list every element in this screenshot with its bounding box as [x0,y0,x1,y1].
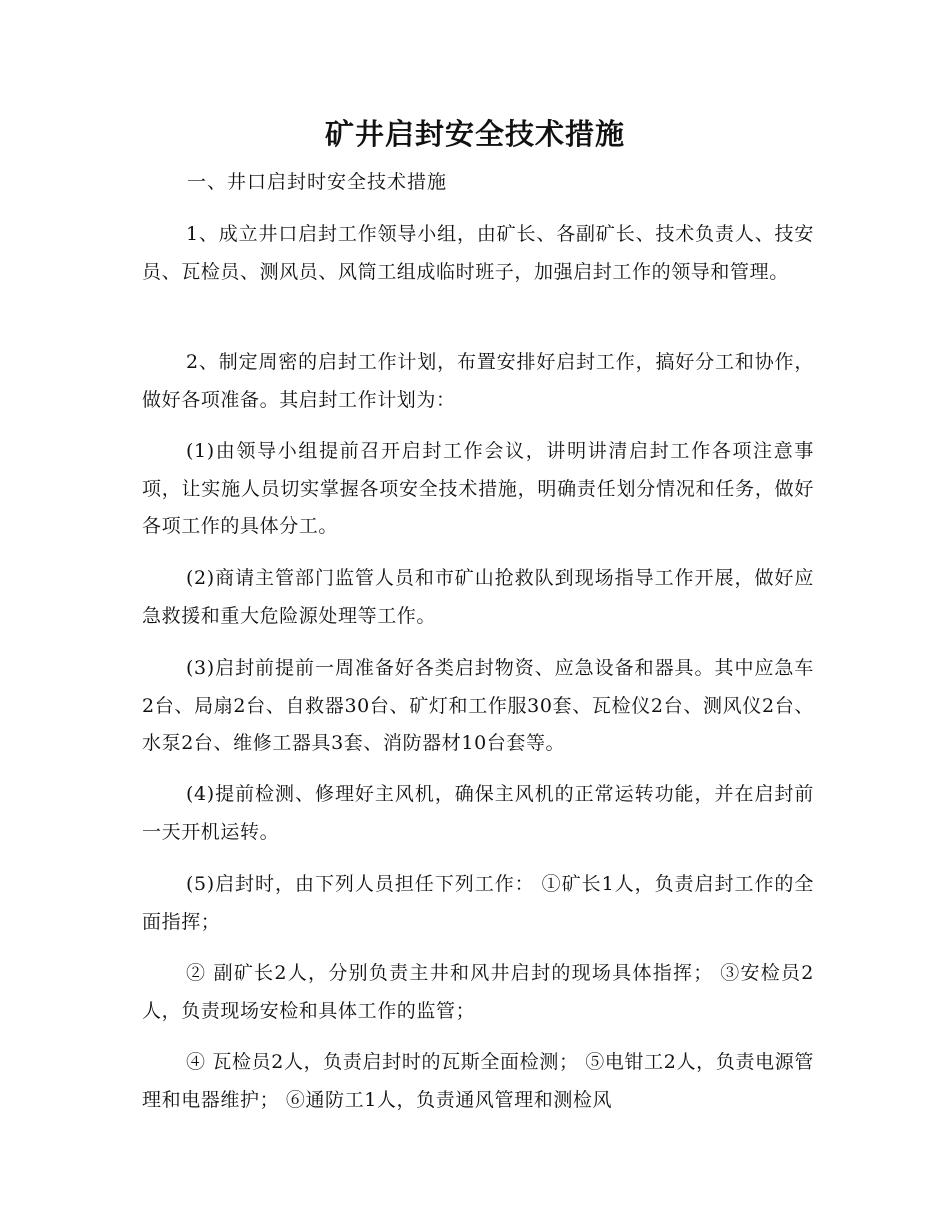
paragraph-9: ④ 瓦检员2人，负责启封时的瓦斯全面检测； ⑤电钳工2人，负责电源管理和电器维护； ⑥通防工1人，负责通风管理和测检风 [142,1051,814,1111]
paragraph-1: 1、成立井口启封工作领导小组，由矿长、各副矿长、技术负责人、技安员、瓦检员、测风员、风筒工组成临时班子，加强启封工作的领导和管理。 [142,223,814,283]
paragraph-3: (1)由领导小组提前召开启封工作会议，讲明讲清启封工作各项注意事项，让实施人员切实掌握各项安全技术措施，明确责任划分情况和任务，做好各项工作的具体分工。 [142,440,814,537]
paragraph-8: ② 副矿长2人，分别负责主井和风井启封的现场具体指挥； ③安检员2人，负责现场安检和具体工作的监管； [142,962,814,1022]
section-heading: 一、井口启封时安全技术措施 [187,171,448,193]
paragraph-6: (4)提前检测、修理好主风机，确保主风机的正常运转功能，并在启封前一天开机运转。 [142,783,814,843]
document-title: 矿井启封安全技术措施 [324,117,625,151]
paragraph-7: (5)启封时，由下列人员担任下列工作： ①矿长1人，负责启封工作的全面指挥； [142,873,814,933]
paragraph-5: (3)启封前提前一周准备好各类启封物资、应急设备和器具。其中应急车2台、局扇2台、自救器30台、矿灯和工作服30套、瓦检仪2台、测风仪2台、水泵2台、维修工器具3套、消防器材10台套等。 [142,657,814,754]
paragraph-4: (2)商请主管部门监管人员和市矿山抢救队到现场指导工作开展，做好应急救援和重大危险源处理等工作。 [142,567,814,627]
paragraph-2: 2、制定周密的启封工作计划，布置安排好启封工作，搞好分工和协作，做好各项准备。其启封工作计划为： [142,351,814,411]
